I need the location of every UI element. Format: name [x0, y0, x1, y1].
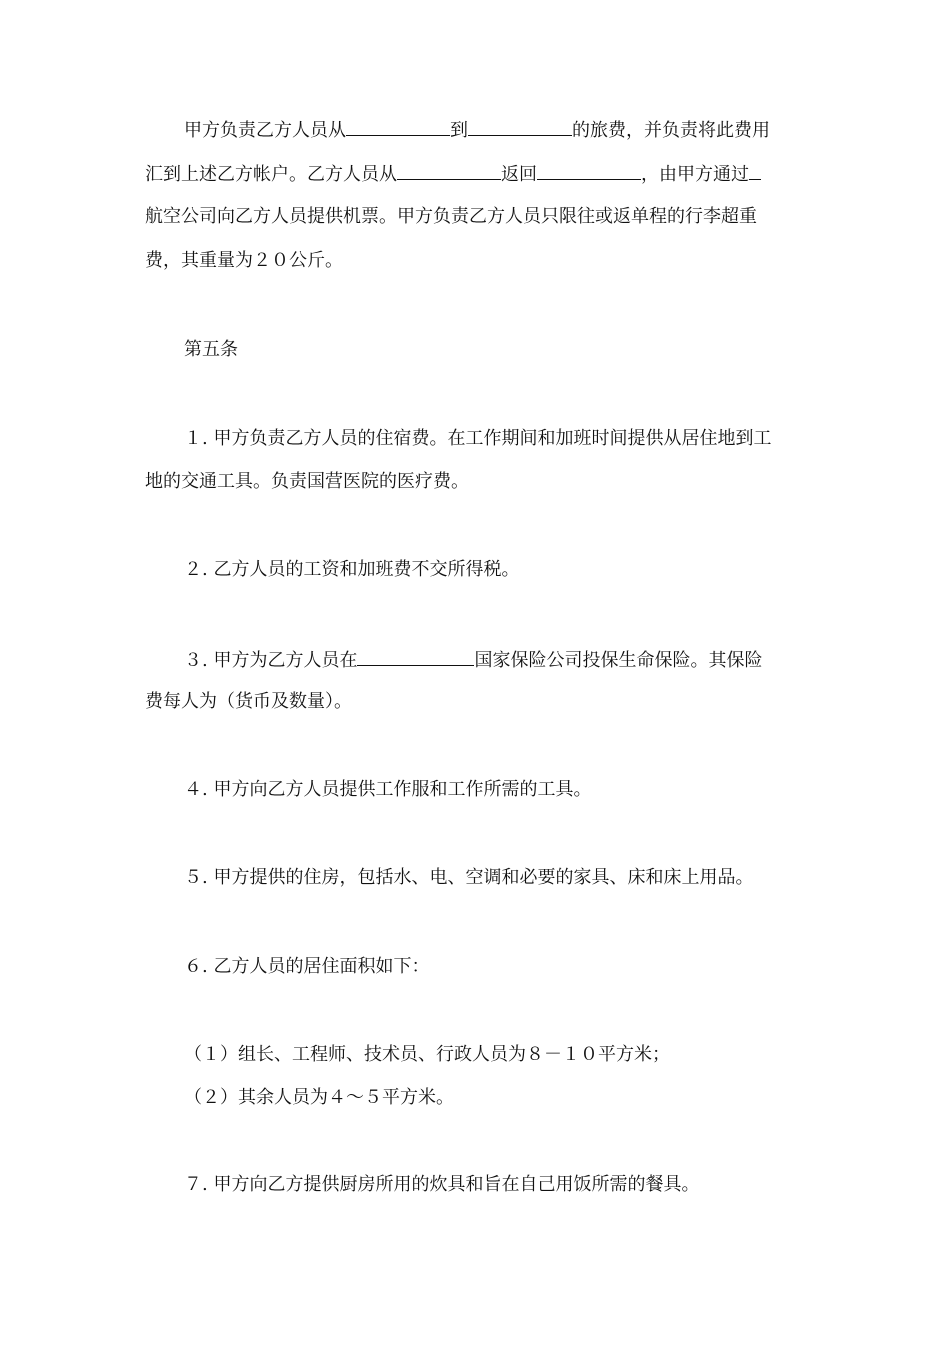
- blank-field: [468, 117, 572, 136]
- article4-line1: [184, 117, 770, 143]
- item6: ６. 乙方人员的居住面积如下：: [184, 956, 430, 977]
- text-segment: 返回: [501, 164, 537, 185]
- item7: ７. 甲方向乙方提供厨房所用的炊具和旨在自己用饭所需的餐具。: [184, 1174, 700, 1195]
- blank-field: [749, 161, 761, 180]
- blank-field: [537, 161, 641, 180]
- blank-field: [346, 117, 450, 136]
- article4-line4: 费，其重量为２０公斤。: [145, 250, 343, 271]
- text-segment: ，由甲方通过: [641, 164, 749, 185]
- article4-line3: 航空公司向乙方人员提供机票。甲方负责乙方人员只限往或返单程的行李超重: [145, 206, 757, 227]
- text-segment: ３. 甲方为乙方人员在: [184, 650, 358, 671]
- article5-heading: 第五条: [184, 339, 238, 360]
- item6-sub2: （２）其余人员为４～５平方米。: [184, 1087, 454, 1108]
- blank-field: [397, 161, 501, 180]
- text-segment: 甲方负责乙方人员从: [184, 120, 346, 141]
- item3-line1: [184, 647, 762, 673]
- blank-field: [357, 647, 474, 666]
- item4: ４. 甲方向乙方人员提供工作服和工作所需的工具。: [184, 779, 592, 800]
- item1-line1: １. 甲方负责乙方人员的住宿费。在工作期间和加班时间提供从居住地到工: [184, 428, 772, 449]
- item2: ２. 乙方人员的工资和加班费不交所得税。: [184, 559, 520, 580]
- item6-sub1: （１）组长、工程师、技术员、行政人员为８－１０平方米；: [184, 1044, 670, 1065]
- text-segment: 国家保险公司投保生命保险。其保险: [474, 650, 763, 671]
- item3-line2: 费每人为（货币及数量）。: [145, 691, 352, 712]
- item5: ５. 甲方提供的住房，包括水、电、空调和必要的家具、床和床上用品。: [184, 867, 754, 888]
- text-segment: 汇到上述乙方帐户。乙方人员从: [145, 164, 397, 185]
- item1-line2: 地的交通工具。负责国营医院的医疗费。: [145, 471, 469, 492]
- text-segment: 的旅费，并负责将此费用: [572, 120, 770, 141]
- article4-line2: [145, 161, 761, 187]
- text-segment: 到: [450, 120, 468, 141]
